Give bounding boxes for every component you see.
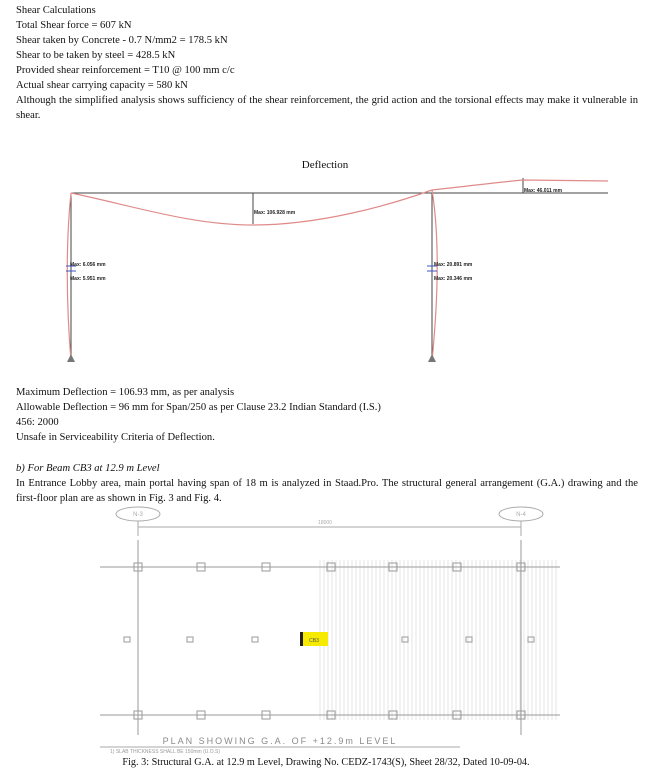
label-midspan: Max: 106.928 mm [254,210,296,216]
label-right-col-2: Max: 20.346 mm [434,276,473,282]
label-right-col-1: Max: 20.891 mm [434,262,473,268]
shear-line-concrete: Shear taken by Concrete - 0.7 N/mm2 = 178.5 kN [16,35,228,46]
shear-heading: Shear Calculations [16,5,96,16]
label-right-overhang: Max: 46.011 mm [524,188,563,194]
shear-line-reinforcement: Provided shear reinforcement = T10 @ 100 mm c/c [16,65,235,76]
highlight-tag-text: CB3 [309,638,319,644]
plan-title: PLAN SHOWING G.A. OF +12.9m LEVEL [162,736,398,746]
label-left-col-1: Max: 6.056 mm [70,262,106,268]
deflection-code: 456: 2000 [16,417,59,428]
deflection-allowable: Allowable Deflection = 96 mm for Span/250 as per Clause 23.2 Indian Standard (I.S.) [16,402,381,413]
shear-line-capacity: Actual shear carrying capacity = 580 kN [16,80,188,91]
deflection-title: Deflection [301,159,349,171]
shear-line-steel: Shear to be taken by steel = 428.5 kN [16,50,176,61]
plan-note: 1) SLAB THICKNESS SHALL BE 150mm (U.O.S) [110,749,221,755]
shear-note: Although the simplified analysis shows sufficiency of the shear reinforcement, the grid action and the torsional effects may make it vulnerable in shear. [16,95,638,121]
deflection-verdict: Unsafe in Serviceability Criteria of Deflection. [16,432,215,443]
grid-bubble-right: N-4 [516,512,526,518]
figure-caption: Fig. 3: Structural G.A. at 12.9 m Level, Drawing No. CEDZ-1743(S), Sheet 28/32, Dated 10-09-04. [122,757,530,768]
section-b-heading: b) For Beam CB3 at 12.9 m Level [16,463,160,474]
label-left-col-2: Max: 5.951 mm [70,276,106,282]
top-dimension: 18000 [318,520,332,526]
deflection-max: Maximum Deflection = 106.93 mm, as per analysis [16,387,235,398]
shear-line-total: Total Shear force = 607 kN [16,20,132,31]
section-b-para: In Entrance Lobby area, main portal having span of 18 m is analyzed in Staad.Pro. The structural general arrangement (G.A.) drawing and the first-floor plan are as shown in Fig. 3 and Fig. 4. [16,478,638,504]
grid-bubble-left: N-3 [133,512,143,518]
